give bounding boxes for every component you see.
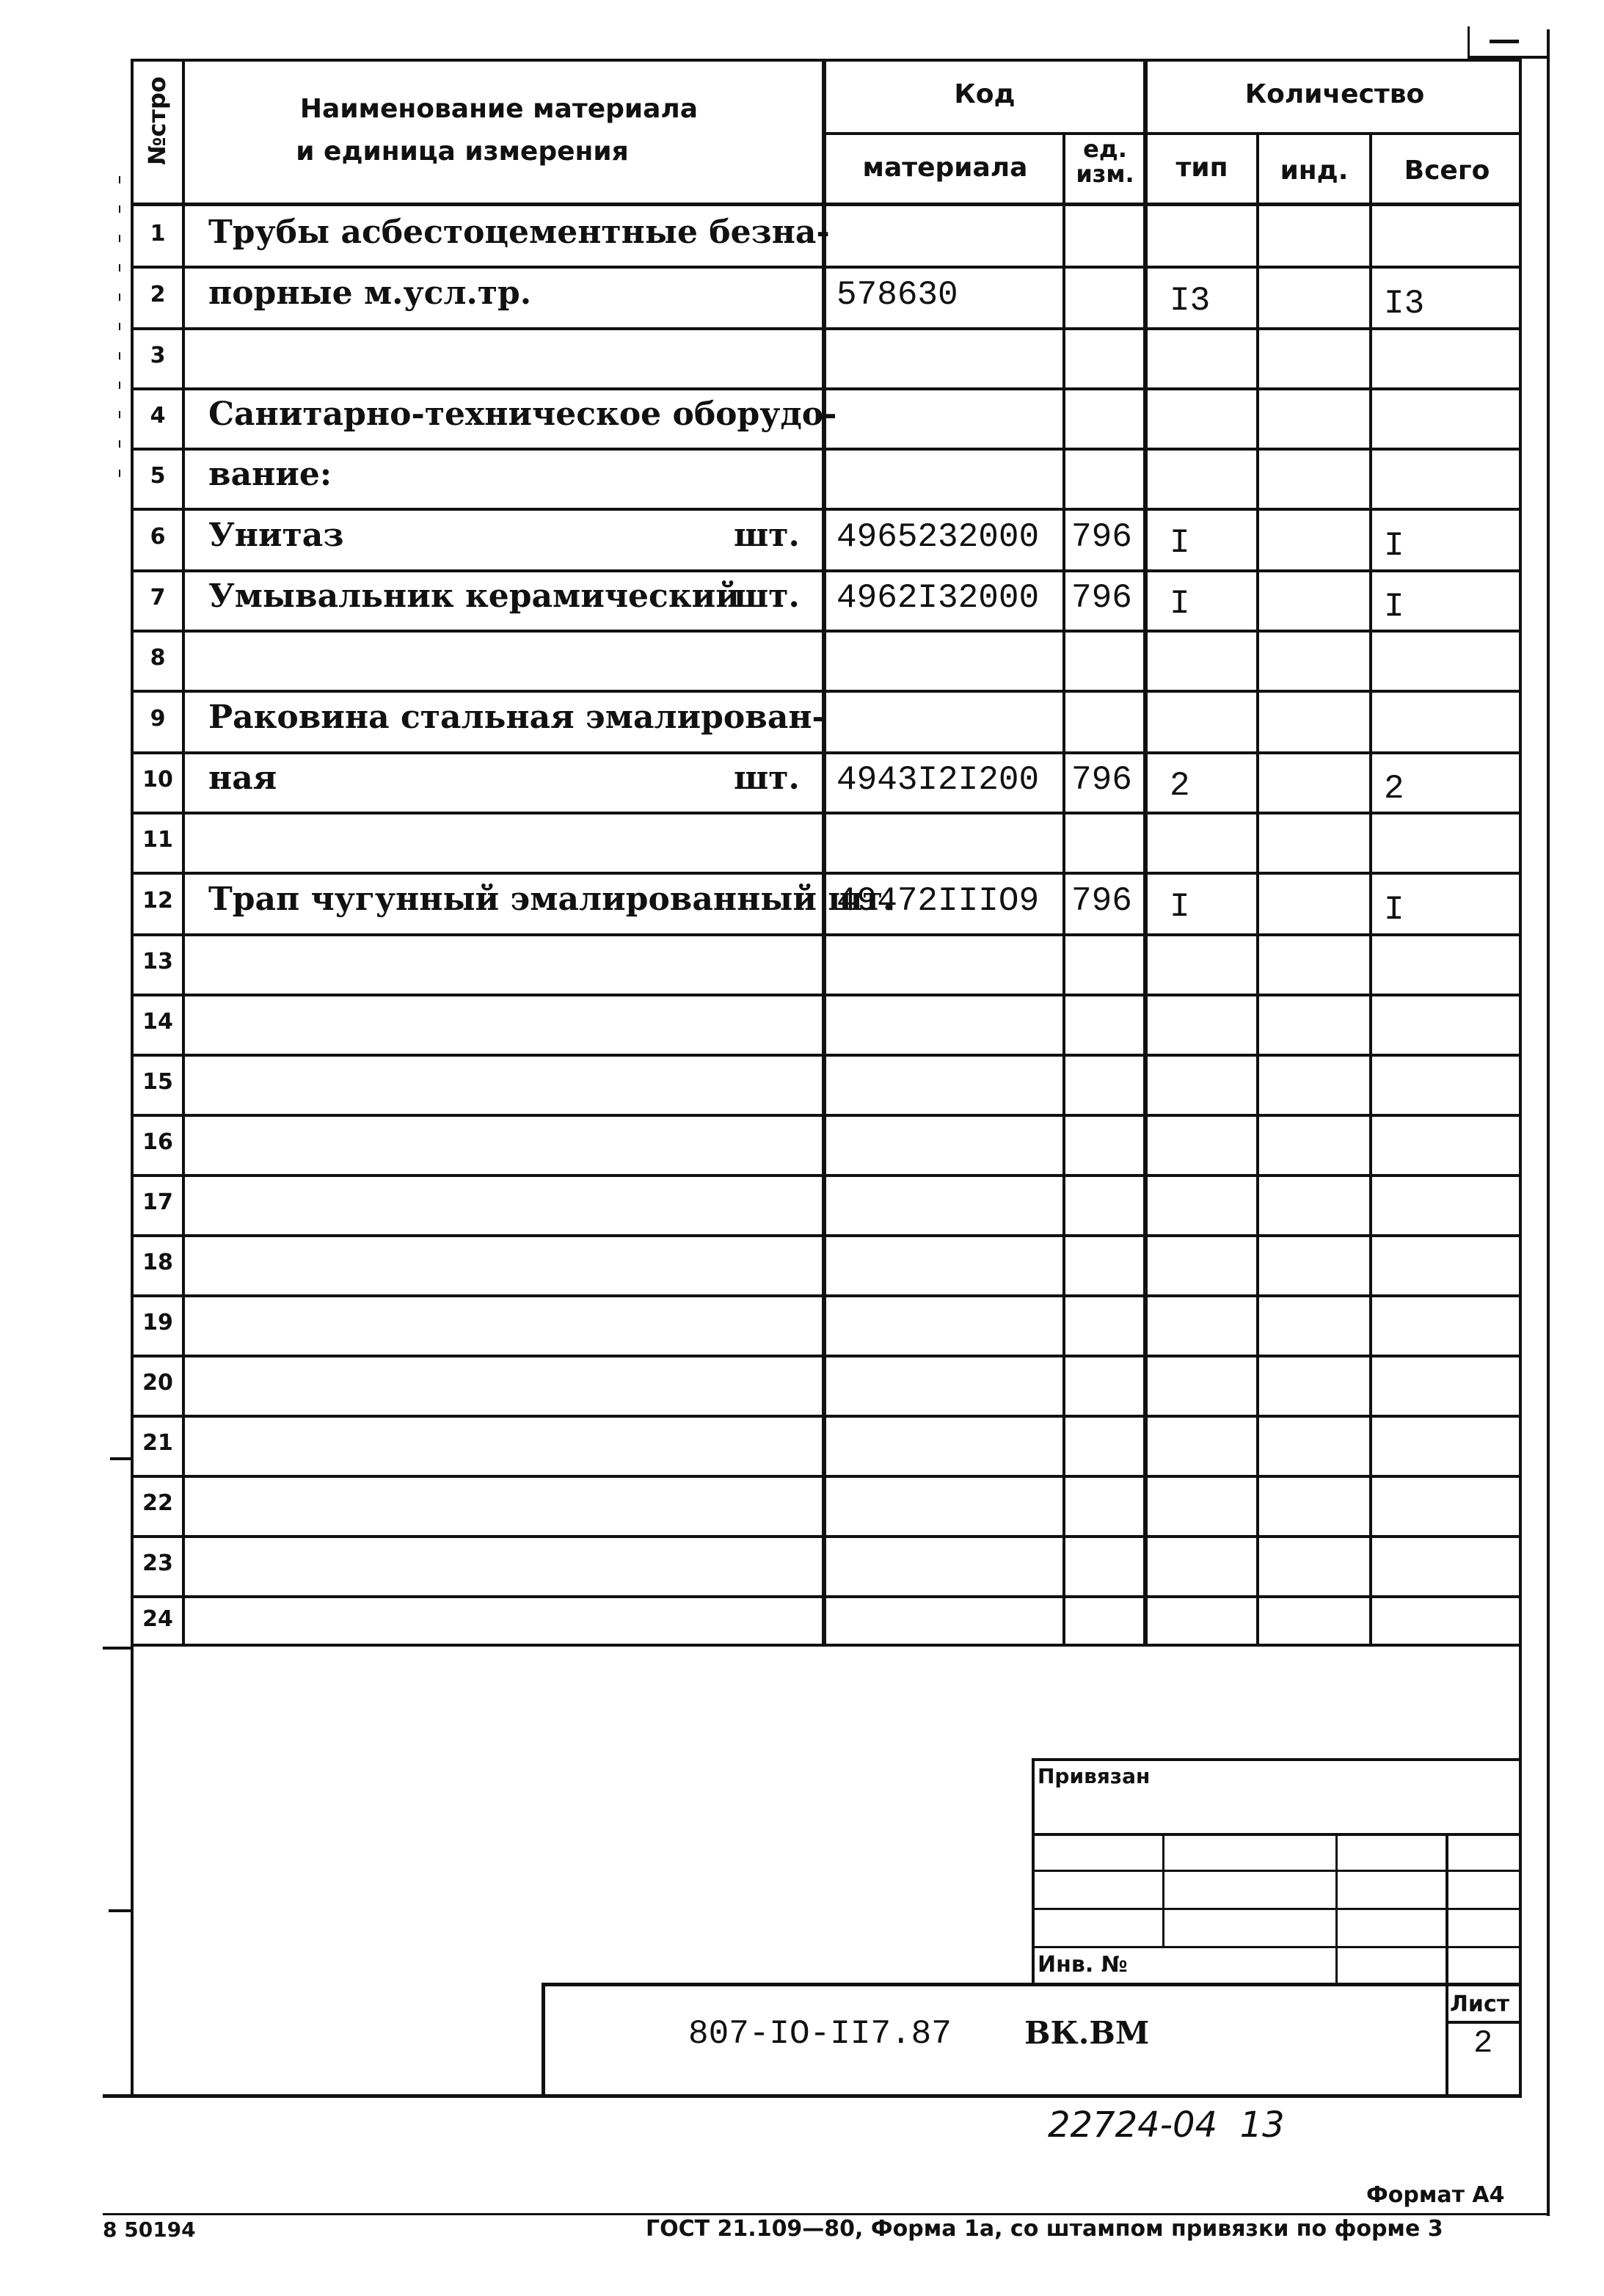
unit-code: 796 <box>1071 761 1132 799</box>
row-divider <box>131 994 1522 996</box>
material-name: порные м.усл.тр. <box>208 274 532 312</box>
header-qty-total: Всего <box>1404 156 1490 186</box>
title-top-line <box>542 1983 1522 1986</box>
row-number: 9 <box>150 706 166 732</box>
row-divider <box>131 448 1522 451</box>
row-divider <box>131 1234 1522 1237</box>
row-divider <box>131 872 1522 875</box>
material-code: 4965232000 <box>836 518 1040 556</box>
qty-type: 2 <box>1170 767 1190 805</box>
material-name: Раковина стальная эмалирован- <box>208 699 825 736</box>
row-divider <box>131 1415 1522 1418</box>
header-no-label <box>143 76 172 165</box>
material-unit: шт. <box>734 577 800 615</box>
header-code-material: материала <box>862 153 1028 183</box>
stamp-top-line <box>1032 1758 1522 1761</box>
sheet-number: 2 <box>1473 2025 1493 2062</box>
row-divider <box>131 508 1522 511</box>
unit-code: 796 <box>1071 882 1132 920</box>
col-divider-name <box>822 59 826 1647</box>
header-code-unit: ед. изм. <box>1076 135 1134 188</box>
qty-total: I3 <box>1384 285 1425 323</box>
header-qty-group: Количество <box>1244 79 1425 109</box>
material-code: 578630 <box>836 276 958 314</box>
qty-type: I <box>1170 585 1190 623</box>
material-name: вание: <box>208 456 332 493</box>
page-top-corner <box>1468 26 1470 59</box>
row-number: 21 <box>142 1430 173 1456</box>
col-divider-type <box>1256 132 1259 1647</box>
header-no-text: №стро <box>143 76 171 165</box>
footer-left-code: 8 50194 <box>103 2217 196 2242</box>
doc-code: 807-IO-II7.87 <box>688 2015 952 2053</box>
stamp-vline-b <box>1335 1833 1338 1984</box>
row-divider <box>131 1054 1522 1057</box>
row-number: 24 <box>142 1606 173 1632</box>
stamp-inv-label: Инв. № <box>1038 1952 1128 1978</box>
row-number: 23 <box>142 1550 173 1576</box>
material-code: 49472IIIO9 <box>836 882 1040 920</box>
row-divider <box>131 1475 1522 1478</box>
header-name-line2: и единица измерения <box>296 136 629 167</box>
material-name: ная <box>208 759 277 797</box>
qty-total: I <box>1384 891 1404 929</box>
unit-code: 796 <box>1071 518 1132 556</box>
material-name: Унитаз <box>208 517 344 554</box>
left-margin-dash <box>119 176 120 499</box>
row-divider <box>131 751 1522 754</box>
row-number: 11 <box>142 827 173 853</box>
header-qty-type: тип <box>1175 153 1228 183</box>
row-divider <box>131 1114 1522 1117</box>
qty-type: I <box>1170 888 1190 926</box>
stamp-vline-a <box>1162 1833 1164 1946</box>
left-mark-2 <box>109 1909 132 1912</box>
format-label: Формат А4 <box>1366 2182 1505 2208</box>
row-number: 8 <box>150 645 166 671</box>
row-divider <box>131 1294 1522 1297</box>
row-number: 13 <box>142 949 173 974</box>
page-top-tick <box>1468 56 1548 59</box>
row-number: 5 <box>150 463 166 489</box>
material-name: Санитарно-техническое оборудо- <box>208 396 837 433</box>
row-number: 10 <box>142 767 173 792</box>
row-divider <box>131 1174 1522 1177</box>
row-divider <box>131 933 1522 936</box>
footer-line <box>103 2213 1550 2215</box>
stamp-vline-c <box>1446 1833 1448 2097</box>
qty-type: I <box>1170 524 1190 562</box>
row-divider <box>131 690 1522 693</box>
material-name: Трап чугунный эмалированный шт. <box>208 881 894 918</box>
left-mark-1 <box>110 1457 132 1460</box>
row-divider <box>131 1535 1522 1538</box>
row-number: 15 <box>142 1069 173 1095</box>
sheet-label-line <box>1446 2021 1522 2024</box>
stamp-bound-label: Привязан <box>1038 1764 1151 1788</box>
row-number: 1 <box>150 221 166 247</box>
col-divider-eu <box>1143 59 1148 1647</box>
page-right-inner <box>1519 59 1522 2097</box>
row-divider <box>131 1355 1522 1357</box>
page-top-mark <box>1490 40 1519 43</box>
row-number: 22 <box>142 1490 173 1516</box>
qty-total: I <box>1384 588 1404 626</box>
material-code: 4962I32000 <box>836 579 1040 617</box>
handwritten-note: 22724-04 13 <box>1048 2104 1285 2146</box>
header-code-group: Код <box>954 79 1016 109</box>
title-bottom-line <box>103 2094 1522 2098</box>
row-number: 19 <box>142 1310 173 1335</box>
material-name: Умывальник керамический <box>208 577 740 615</box>
row-divider <box>131 387 1522 390</box>
title-left-line <box>542 1983 545 2096</box>
unit-code: 796 <box>1071 579 1132 617</box>
header-qty-ind: инд. <box>1280 156 1349 186</box>
qty-total: 2 <box>1384 770 1404 808</box>
header-bottom-line <box>131 203 1522 206</box>
header-name-line1: Наименование материала <box>299 94 699 124</box>
material-code: 4943I2I200 <box>836 761 1040 799</box>
row-number: 18 <box>142 1250 173 1275</box>
row-number: 12 <box>142 888 173 914</box>
sheet-label: Лист <box>1450 1991 1510 2017</box>
row-number: 17 <box>142 1189 173 1215</box>
row-number: 14 <box>142 1009 173 1035</box>
material-unit: шт. <box>734 759 800 797</box>
row-number: 2 <box>150 282 166 307</box>
qty-total: I <box>1384 527 1404 565</box>
footer-gost: ГОСТ 21.109—80, Форма 1а, со штампом привязки по форме 3 <box>646 2216 1443 2242</box>
left-mark-table-bottom <box>103 1647 132 1650</box>
left-binding-line <box>131 1647 134 2096</box>
header-mid-line <box>822 132 1522 135</box>
row-number: 20 <box>142 1370 173 1396</box>
row-number: 16 <box>142 1129 173 1155</box>
row-divider <box>131 1595 1522 1598</box>
row-divider <box>131 630 1522 633</box>
row-number: 3 <box>150 343 166 368</box>
row-divider <box>131 266 1522 269</box>
row-divider <box>131 812 1522 814</box>
row-number: 6 <box>150 524 166 550</box>
row-number: 7 <box>150 585 166 611</box>
material-name: Трубы асбестоцементные безна- <box>208 214 830 251</box>
col-divider-ind <box>1369 132 1372 1647</box>
col-divider-code <box>1062 132 1065 1647</box>
doc-mark: ВК.ВМ <box>1024 2015 1150 2051</box>
row-divider <box>131 569 1522 572</box>
page-right-border <box>1547 29 1550 2216</box>
row-number: 4 <box>150 403 166 429</box>
row-divider <box>131 327 1522 330</box>
material-unit: шт. <box>734 517 800 554</box>
qty-type: I3 <box>1170 282 1211 320</box>
